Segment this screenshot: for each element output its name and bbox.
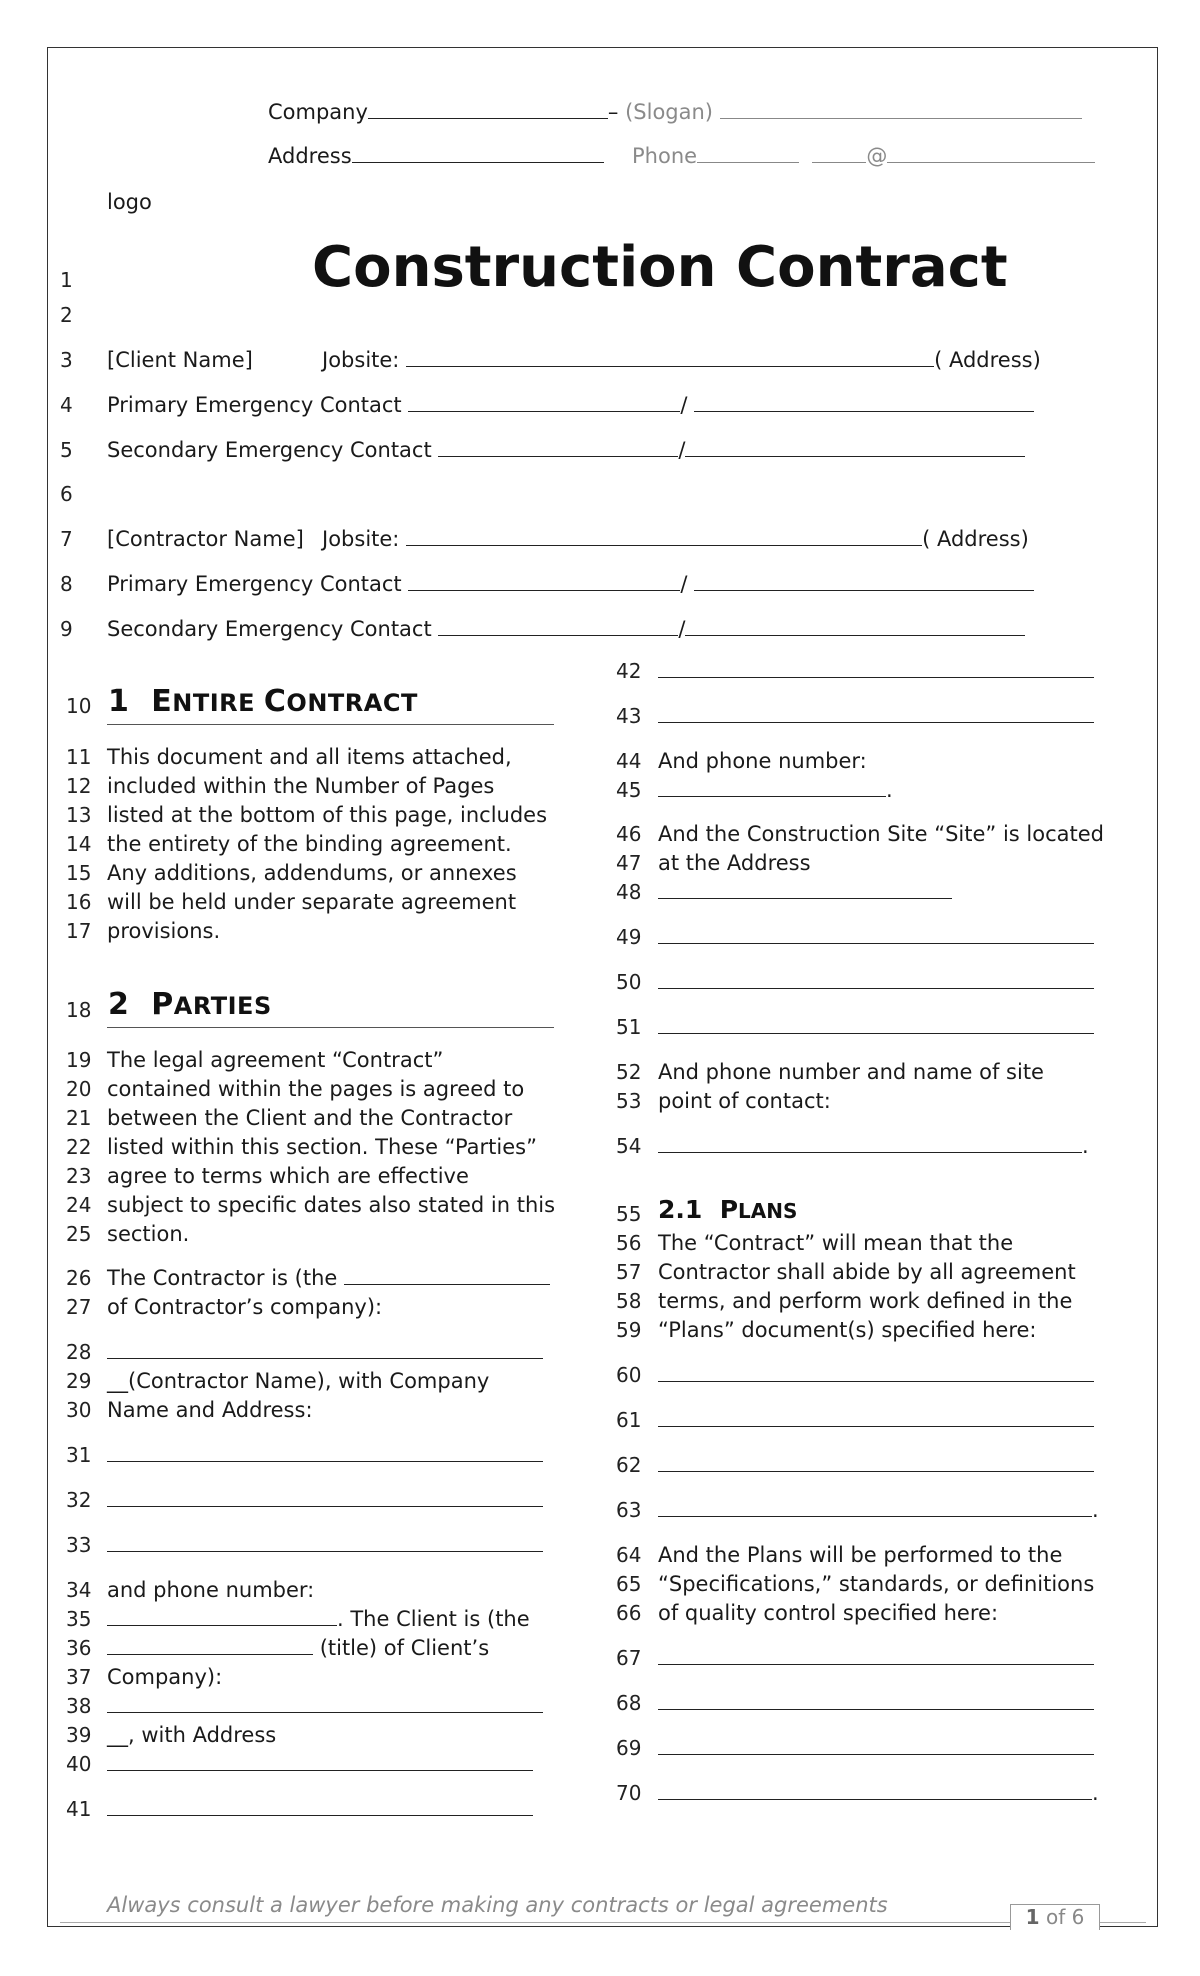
line-number: 31 xyxy=(66,1443,92,1467)
client-is-label: . The Client is (the xyxy=(337,1607,530,1631)
period: . xyxy=(1092,1498,1099,1522)
company-label: Company): xyxy=(107,1665,223,1689)
blank-line-row xyxy=(658,1644,1094,1672)
line-number: 42 xyxy=(616,659,642,683)
section-1-text: the entirety of the binding agreement. xyxy=(107,832,512,856)
client-title-blank[interactable] xyxy=(107,1635,313,1655)
fill-blank[interactable] xyxy=(658,1133,1082,1153)
blank-line-row xyxy=(107,1486,543,1514)
contractor-secondary-contact-line xyxy=(107,615,1025,643)
company-line xyxy=(268,98,1082,126)
line-number: 62 xyxy=(616,1453,642,1477)
page-total: of 6 xyxy=(1045,1905,1085,1929)
line-number: 64 xyxy=(616,1543,642,1567)
line-number: 30 xyxy=(66,1398,92,1422)
slash: / xyxy=(678,438,686,462)
fill-blank[interactable] xyxy=(107,1532,543,1552)
line-number: 19 xyxy=(66,1048,92,1072)
fill-blank[interactable] xyxy=(658,879,952,899)
at-sign: @ xyxy=(866,144,888,168)
section-2-heading xyxy=(108,987,272,1024)
client-jobsite-blank[interactable] xyxy=(406,347,934,367)
line-number: 66 xyxy=(616,1601,642,1625)
slogan-dash: – xyxy=(607,100,619,124)
line-number: 60 xyxy=(616,1363,642,1387)
line-number: 12 xyxy=(66,774,92,798)
slogan-blank[interactable] xyxy=(720,99,1082,119)
contractor-title-blank[interactable] xyxy=(344,1265,550,1285)
line-number: 51 xyxy=(616,1015,642,1039)
phone-line xyxy=(632,142,1095,170)
line-number: 27 xyxy=(66,1295,92,1319)
line-number: 68 xyxy=(616,1691,642,1715)
jobsite-label: Jobsite: xyxy=(322,527,400,551)
fill-blank[interactable] xyxy=(658,1497,1092,1517)
fill-blank[interactable] xyxy=(658,658,1094,678)
line-number: 22 xyxy=(66,1135,92,1159)
jobsite-label: Jobsite: xyxy=(322,348,400,372)
line-number: 52 xyxy=(616,1060,642,1084)
line-number: 32 xyxy=(66,1488,92,1512)
line-number: 36 xyxy=(66,1636,92,1660)
name-and-address-label: Name and Address: xyxy=(107,1398,313,1422)
section-1-text: included within the Number of Pages xyxy=(107,774,495,798)
line-number: 56 xyxy=(616,1231,642,1255)
section-2-text: section. xyxy=(107,1222,190,1246)
section-1-text: This document and all items attached, xyxy=(107,745,512,769)
section-2-text: listed within this section. These “Parties” xyxy=(107,1135,537,1159)
heading-rest: NTIRE xyxy=(172,689,264,717)
company-label: Company xyxy=(268,100,368,124)
line-number: 54 xyxy=(616,1134,642,1158)
line-number: 67 xyxy=(616,1646,642,1670)
blank-line-row xyxy=(107,1750,533,1778)
blank-line-row xyxy=(658,1406,1094,1434)
blank-line-row xyxy=(658,702,1094,730)
fill-blank[interactable] xyxy=(658,777,886,797)
primary-contact-label: Primary Emergency Contact xyxy=(107,393,402,417)
slash: / xyxy=(680,393,688,417)
heading-rest: LANS xyxy=(738,1199,798,1223)
line-number: 6 xyxy=(60,482,73,506)
blank-line-row xyxy=(658,968,1094,996)
client-jobsite-line xyxy=(322,346,1041,374)
fill-blank[interactable] xyxy=(658,1452,1094,1472)
line-number: 23 xyxy=(66,1164,92,1188)
secondary-contact-name-blank[interactable] xyxy=(438,437,678,457)
section-rule xyxy=(107,1027,554,1028)
phone-label: Phone xyxy=(632,144,698,168)
page-indicator xyxy=(1010,1904,1100,1930)
blank-line-row xyxy=(658,1013,1094,1041)
section-2-text: subject to specific dates also stated in this xyxy=(107,1193,556,1217)
line-number: 5 xyxy=(60,438,73,462)
blank-line-row xyxy=(107,1338,543,1366)
line-number: 15 xyxy=(66,861,92,885)
blank-line-row xyxy=(107,1441,543,1469)
line-number: 28 xyxy=(66,1340,92,1364)
client-title-line xyxy=(107,1634,489,1662)
line-number: 34 xyxy=(66,1578,92,1602)
secondary-contact-name-blank[interactable] xyxy=(438,616,678,636)
blank-line-row xyxy=(107,1795,533,1823)
line-number: 55 xyxy=(616,1202,642,1226)
heading-letter: E xyxy=(151,684,173,719)
company-blank[interactable] xyxy=(368,99,608,119)
line-number: 63 xyxy=(616,1498,642,1522)
line-number: 46 xyxy=(616,822,642,846)
fill-blank[interactable] xyxy=(107,1796,533,1816)
address-suffix: ( Address) xyxy=(922,527,1029,551)
secondary-contact-phone-blank[interactable] xyxy=(685,437,1025,457)
section-2-text: agree to terms which are effective xyxy=(107,1164,469,1188)
specifications-text: And the Plans will be performed to the xyxy=(658,1543,1063,1567)
email-domain-blank[interactable] xyxy=(887,143,1095,163)
blank-line-row xyxy=(658,1132,1089,1160)
logo-placeholder: logo xyxy=(107,190,152,214)
line-number: 16 xyxy=(66,890,92,914)
contractor-jobsite-blank[interactable] xyxy=(406,526,922,546)
fill-blank[interactable] xyxy=(658,924,1094,944)
with-address-label: __, with Address xyxy=(107,1723,277,1747)
line-number: 33 xyxy=(66,1533,92,1557)
section-2-1-heading xyxy=(658,1195,797,1226)
section-rule xyxy=(107,724,554,725)
fill-blank[interactable] xyxy=(107,1693,543,1713)
blank-line-row xyxy=(658,1451,1094,1479)
heading-letter: C xyxy=(263,684,287,719)
client-name-label: [Client Name] xyxy=(107,348,253,372)
phone-number-label: and phone number: xyxy=(107,1578,315,1602)
page-title: Construction Contract xyxy=(312,235,1008,300)
fill-blank[interactable] xyxy=(658,1014,1094,1034)
blank-line-row xyxy=(658,1496,1099,1524)
line-number: 21 xyxy=(66,1106,92,1130)
heading-rest: ARTIES xyxy=(173,992,272,1020)
fill-blank[interactable] xyxy=(107,1442,543,1462)
line-number: 8 xyxy=(60,572,73,596)
email-user-blank[interactable] xyxy=(812,143,866,163)
primary-contact-phone-blank[interactable] xyxy=(694,392,1034,412)
blank-line-row xyxy=(658,878,952,906)
line-number: 29 xyxy=(66,1369,92,1393)
period: . xyxy=(886,778,893,802)
address-blank[interactable] xyxy=(352,143,604,163)
phone-blank[interactable] xyxy=(697,143,799,163)
line-number: 40 xyxy=(66,1752,92,1776)
blank-line-row xyxy=(658,1779,1099,1807)
fill-blank[interactable] xyxy=(658,1690,1094,1710)
blank-line-row xyxy=(658,1361,1094,1389)
line-number: 65 xyxy=(616,1572,642,1596)
fill-blank[interactable] xyxy=(658,1407,1094,1427)
plans-text: terms, and perform work defined in the xyxy=(658,1289,1073,1313)
blank-line-row xyxy=(658,776,893,804)
secondary-contact-label: Secondary Emergency Contact xyxy=(107,617,432,641)
line-number: 44 xyxy=(616,749,642,773)
site-text: And the Construction Site “Site” is located xyxy=(658,822,1104,846)
line-number: 53 xyxy=(616,1089,642,1113)
phone-site-text: point of contact: xyxy=(658,1089,831,1113)
line-number: 37 xyxy=(66,1665,92,1689)
line-number: 45 xyxy=(616,778,642,802)
client-is-line xyxy=(107,1605,530,1633)
primary-contact-label: Primary Emergency Contact xyxy=(107,572,402,596)
specifications-text: “Specifications,” standards, or definitions xyxy=(658,1572,1095,1596)
contractor-name-text: __(Contractor Name), with Company xyxy=(107,1369,490,1393)
fill-blank[interactable] xyxy=(107,1487,543,1507)
section-number: 1 xyxy=(108,684,130,719)
plans-text: The “Contract” will mean that the xyxy=(658,1231,1014,1255)
line-number: 48 xyxy=(616,880,642,904)
address-label: Address xyxy=(268,144,352,168)
line-number: 70 xyxy=(616,1781,642,1805)
line-number: 17 xyxy=(66,919,92,943)
section-1-text: will be held under separate agreement xyxy=(107,890,517,914)
line-number: 2 xyxy=(60,303,73,327)
footer-disclaimer: Always consult a lawyer before making any contracts or legal agreements xyxy=(107,1893,888,1917)
client-primary-contact-line xyxy=(107,391,1034,419)
section-1-text: Any additions, addendums, or annexes xyxy=(107,861,517,885)
page-current: 1 xyxy=(1025,1905,1040,1929)
slogan-label: (Slogan) xyxy=(625,100,714,124)
blank-line-row xyxy=(107,1692,543,1720)
line-number: 43 xyxy=(616,704,642,728)
section-1-text: listed at the bottom of this page, includes xyxy=(107,803,548,827)
secondary-contact-phone-blank[interactable] xyxy=(685,616,1025,636)
address-line xyxy=(268,142,604,170)
plans-text: “Plans” document(s) specified here: xyxy=(658,1318,1037,1342)
line-number: 11 xyxy=(66,745,92,769)
line-number: 38 xyxy=(66,1694,92,1718)
line-number: 41 xyxy=(66,1797,92,1821)
specifications-text: of quality control specified here: xyxy=(658,1601,999,1625)
contractor-company-label: of Contractor’s company): xyxy=(107,1295,383,1319)
line-number: 13 xyxy=(66,803,92,827)
address-suffix: ( Address) xyxy=(934,348,1041,372)
line-number: 9 xyxy=(60,617,73,641)
fill-blank[interactable] xyxy=(658,1362,1094,1382)
section-1-text: provisions. xyxy=(107,919,221,943)
line-number: 7 xyxy=(60,527,73,551)
line-number: 14 xyxy=(66,832,92,856)
fill-blank[interactable] xyxy=(658,1645,1094,1665)
heading-rest: ONTRACT xyxy=(286,689,418,717)
fill-blank[interactable] xyxy=(658,969,1094,989)
blank-line-row xyxy=(658,1689,1094,1717)
line-number: 69 xyxy=(616,1736,642,1760)
line-number: 57 xyxy=(616,1260,642,1284)
fill-blank[interactable] xyxy=(658,703,1094,723)
heading-letter: P xyxy=(719,1195,739,1224)
contractor-is-line xyxy=(107,1264,550,1292)
line-number: 59 xyxy=(616,1318,642,1342)
line-number: 20 xyxy=(66,1077,92,1101)
site-text: at the Address xyxy=(658,851,811,875)
blank-line-row xyxy=(658,1734,1094,1762)
section-1-heading xyxy=(108,684,418,721)
fill-blank[interactable] xyxy=(107,1751,533,1771)
period: . xyxy=(1092,1781,1099,1805)
period: . xyxy=(1082,1134,1089,1158)
line-number: 58 xyxy=(616,1289,642,1313)
section-2-text: between the Client and the Contractor xyxy=(107,1106,513,1130)
fill-blank[interactable] xyxy=(658,1735,1094,1755)
primary-contact-name-blank[interactable] xyxy=(408,392,680,412)
blank-line-row xyxy=(658,657,1094,685)
section-2-text: contained within the pages is agreed to xyxy=(107,1077,525,1101)
contractor-jobsite-line xyxy=(322,525,1029,553)
contractor-is-label: The Contractor is (the xyxy=(107,1266,338,1290)
and-phone-label: And phone number: xyxy=(658,749,867,773)
section-2-text: The legal agreement “Contract” xyxy=(107,1048,444,1072)
title-of-client-label: (title) of Client’s xyxy=(319,1636,490,1660)
line-number: 49 xyxy=(616,925,642,949)
line-number: 47 xyxy=(616,851,642,875)
phone-site-text: And phone number and name of site xyxy=(658,1060,1044,1084)
contractor-name-label: [Contractor Name] xyxy=(107,527,304,551)
blank-line-row xyxy=(107,1531,543,1559)
line-number: 24 xyxy=(66,1193,92,1217)
contractor-primary-contact-line xyxy=(107,570,1034,598)
client-secondary-contact-line xyxy=(107,436,1025,464)
blank-line-row xyxy=(658,923,1094,951)
line-number: 26 xyxy=(66,1266,92,1290)
line-number: 39 xyxy=(66,1723,92,1747)
contractor-phone-blank[interactable] xyxy=(107,1606,337,1626)
slash: / xyxy=(680,572,688,596)
line-number: 10 xyxy=(66,694,92,718)
primary-contact-phone-blank[interactable] xyxy=(694,571,1034,591)
slash: / xyxy=(678,617,686,641)
primary-contact-name-blank[interactable] xyxy=(408,571,680,591)
fill-blank[interactable] xyxy=(658,1780,1092,1800)
footer-rule xyxy=(60,1922,1146,1923)
fill-blank[interactable] xyxy=(107,1339,543,1359)
line-number: 50 xyxy=(616,970,642,994)
secondary-contact-label: Secondary Emergency Contact xyxy=(107,438,432,462)
line-number: 1 xyxy=(60,268,73,292)
line-number: 25 xyxy=(66,1222,92,1246)
line-number: 18 xyxy=(66,998,92,1022)
section-number: 2.1 xyxy=(658,1195,703,1224)
section-number: 2 xyxy=(108,987,130,1022)
plans-text: Contractor shall abide by all agreement xyxy=(658,1260,1076,1284)
line-number: 35 xyxy=(66,1607,92,1631)
line-number: 4 xyxy=(60,393,73,417)
line-number: 61 xyxy=(616,1408,642,1432)
line-number: 3 xyxy=(60,348,73,372)
heading-letter: P xyxy=(151,987,174,1022)
